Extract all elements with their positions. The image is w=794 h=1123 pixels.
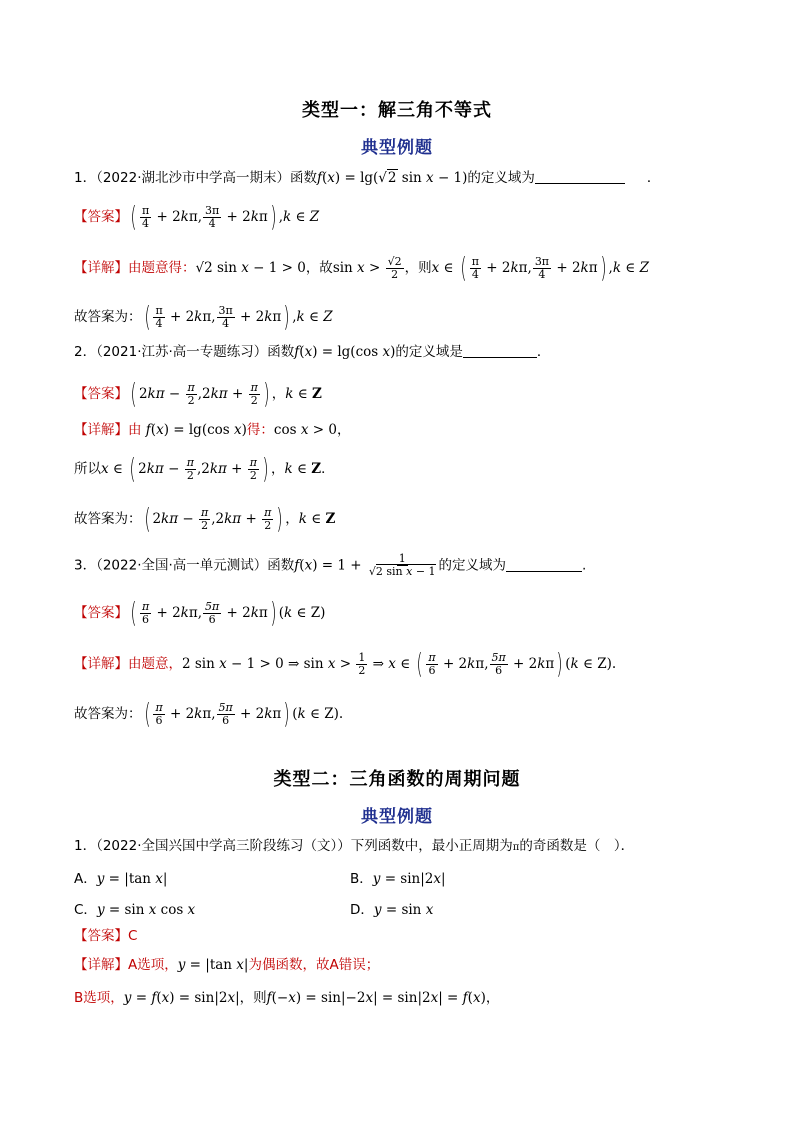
final-label: 故答案为： [74, 309, 142, 325]
detail-1-2-so: 所以x ∈ ( 2kπ − $\frac{\pi}{2}$ ,2kπ + $\frac{\pi}{2}$ ) ，k ∈ Z． [74, 452, 335, 485]
section2-title: 类型二：三角函数的周期问题 [273, 769, 521, 790]
detail-2-1-a: 【详解】A选项，y = |tan x|为偶函数，故A错误； [74, 957, 380, 973]
answer-blank [506, 557, 582, 572]
option-b: B．y = sin|2x| [350, 871, 446, 887]
answer-1-2: 【答案】( 2kπ − $\frac{\pi}{2}$ ,2kπ + $\frac{\pi}{2}$ ) ，k ∈ Z [74, 377, 322, 410]
answer-2-1: 【答案】C [74, 928, 138, 944]
final-1-1: 故答案为：( $\frac{\pi}{4}$ + 2kπ, $\frac{3\pi}{4}$ + 2kπ) ,k ∈ Z [74, 300, 333, 333]
final-1-2: 故答案为：( 2kπ − $\frac{\pi}{2}$ ,2kπ + $\frac{\pi}{2}$ ) ，k ∈ Z [74, 502, 336, 535]
answer-blank [535, 169, 625, 184]
option-a: A．y = |tan x| [74, 871, 168, 887]
question-function: f [317, 170, 322, 186]
answer-1-1: 【答案】( $\frac{\pi}{4}$ + 2kπ, $\frac{3\pi}{4}$ + 2kπ) ,k ∈ Z [74, 200, 320, 233]
answer-blank [463, 343, 537, 358]
question-1-3: 3．（2022·全国·高一单元测试）函数f(x) = 1 + $\frac{1}{\text{√2 sin x − 1}}$ 的定义域为 . [74, 552, 587, 578]
question-2-1: 1．（2022·全国兴国中学高三阶段练习（文））下列函数中，最小正周期为π的奇函数是（ ）． [74, 838, 635, 854]
detail-1-3: 【详解】由题意，2 sin x − 1 > 0 ⇒ sin x > $\frac{1}{2}$ ⇒ x ∈ ( $\frac{\pi}{6}$ + 2kπ, $\frac{5\pi}{6}$ + 2kπ) (k ∈ Z). [74, 647, 617, 680]
detail-label: 【详解】 [74, 260, 128, 276]
detail-2-1-b: B选项，y = f(x) = sin|2x|，则f(−x) = sin|−2x| = sin|2x| = f(x)， [74, 990, 500, 1006]
question-prefix: 1．（2022·湖北沙市中学高一期末）函数 [74, 170, 317, 186]
final-1-3: 故答案为：( $\frac{\pi}{6}$ + 2kπ, $\frac{5\pi}{6}$ + 2kπ) (k ∈ Z). [74, 697, 344, 730]
question-1-1: 1．（2022·湖北沙市中学高一期末）函数f(x) = lg(√2 sin x − 1)的定义域为 ． [74, 170, 661, 186]
option-c: C．y = sin x cos x [74, 902, 196, 918]
option-d: D．y = sin x [350, 902, 434, 918]
answer-1-3: 【答案】( $\frac{\pi}{6}$ + 2kπ, $\frac{5\pi}{6}$ + 2kπ) (k ∈ Z) [74, 596, 326, 629]
section1-subtitle: 典型例题 [361, 138, 433, 158]
section2-subtitle: 典型例题 [361, 807, 433, 827]
question-1-2: 2．（2021·江苏·高一专题练习）函数f(x) = lg(cos x)的定义域是 ． [74, 344, 551, 360]
answer-label: 【答案】 [74, 209, 128, 225]
section1-title: 类型一：解三角不等式 [302, 100, 492, 121]
detail-1-2: 【详解】由 f(x) = lg(cos x)得：cos x > 0， [74, 422, 351, 438]
detail-1-1: 【详解】由题意得：√2 sin x − 1 > 0，故sin x > $\frac{√2}{2}$ ，则x ∈ ( $\frac{\pi}{4}$ + 2kπ, $\frac{3\pi}{4}$ + 2kπ) ,k ∈ Z [74, 251, 649, 284]
question-suffix: 的定义域为 [467, 170, 535, 186]
